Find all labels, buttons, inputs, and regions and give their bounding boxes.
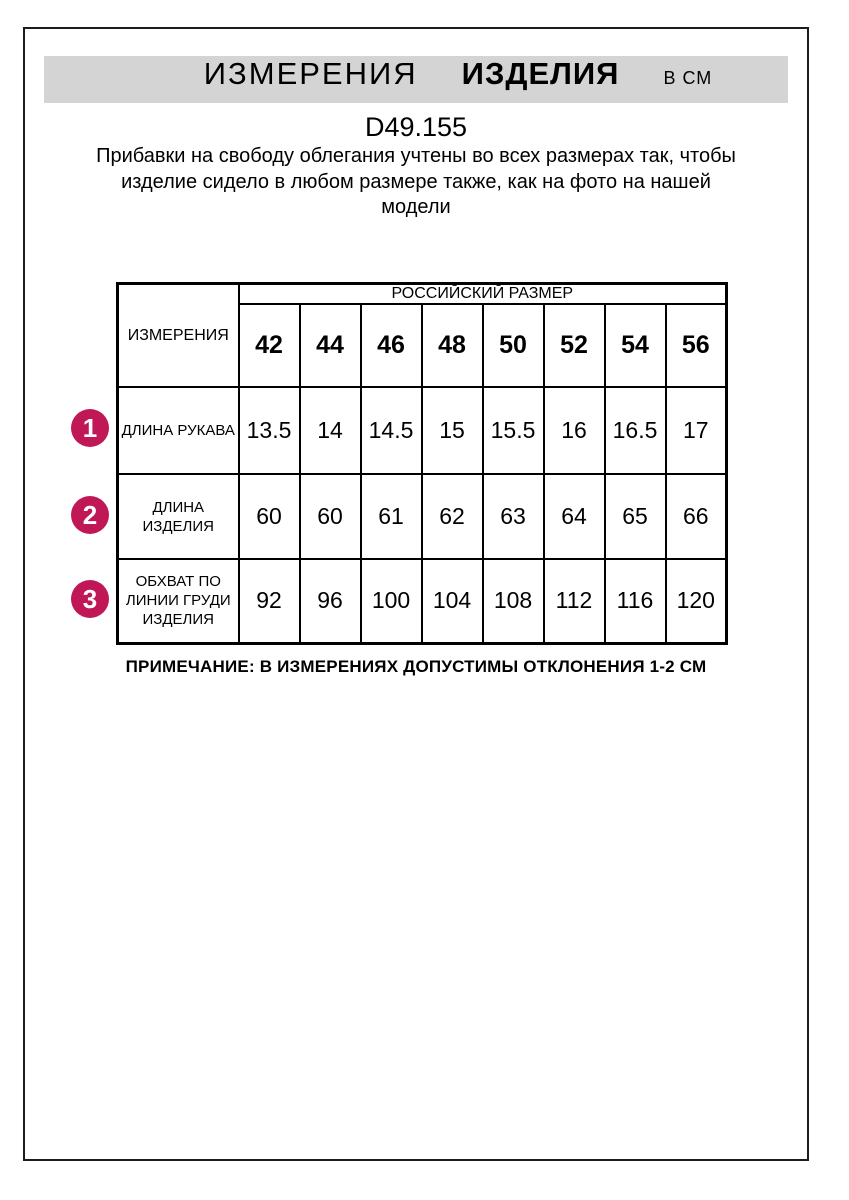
size-column-header: 54 (605, 304, 666, 387)
measurement-value: 14 (300, 387, 361, 474)
description-line: изделие сидело в любом размере также, как на фото на нашей (121, 170, 711, 193)
row-number-badge-1: 1 (71, 409, 109, 447)
measurement-value: 116 (605, 559, 666, 643)
row-label (118, 474, 239, 559)
title-bar (44, 56, 788, 103)
description-line: модели (381, 196, 451, 218)
table-row-sleeve-length (118, 387, 727, 474)
title-units: В СМ (663, 68, 713, 88)
title-measurements: ИЗМЕРЕНИЯ (203, 56, 418, 91)
size-column-header: 52 (544, 304, 605, 387)
title-product: ИЗДЕЛИЯ (461, 56, 620, 91)
row-label (118, 559, 239, 643)
measurement-value: 96 (300, 559, 361, 643)
measurement-value: 65 (605, 474, 666, 559)
size-column-header: 46 (361, 304, 422, 387)
row-label-line: ДЛИНА РУКАВА (121, 422, 235, 439)
table-row-chest-girth (118, 559, 727, 643)
product-code: D49.155 (364, 112, 468, 142)
size-column-header: 44 (300, 304, 361, 387)
measurement-value: 60 (239, 474, 300, 559)
measurement-value: 108 (483, 559, 544, 643)
russian-size-header: РОССИЙСКИЙ РАЗМЕР (239, 284, 727, 305)
measurement-value: 16.5 (605, 387, 666, 474)
row-label-line: ДЛИНА (152, 498, 205, 516)
row-label-line: ИЗДЕЛИЯ (142, 611, 214, 629)
size-column-header: 56 (666, 304, 727, 387)
product-description (23, 144, 809, 221)
description-line: Прибавки на свободу облегания учтены во всех размерах так, чтобы (96, 145, 736, 167)
measurement-value: 62 (422, 474, 483, 559)
size-column-header: 48 (422, 304, 483, 387)
size-column-header: 42 (239, 304, 300, 387)
measurement-value: 61 (361, 474, 422, 559)
measurement-value: 104 (422, 559, 483, 643)
measurement-value: 64 (544, 474, 605, 559)
measurement-value: 15.5 (483, 387, 544, 474)
measurement-value: 13.5 (239, 387, 300, 474)
table-corner-header: ИЗМЕРЕНИЯ (118, 284, 239, 388)
measurement-value: 63 (483, 474, 544, 559)
row-label (118, 387, 239, 474)
row-number-badge-2: 2 (71, 496, 109, 534)
measurement-value: 16 (544, 387, 605, 474)
table-row-item-length (118, 474, 727, 559)
measurement-value: 100 (361, 559, 422, 643)
size-column-header: 50 (483, 304, 544, 387)
row-number-badge-3: 3 (71, 580, 109, 618)
measurement-value: 14.5 (361, 387, 422, 474)
measurement-value: 60 (300, 474, 361, 559)
measurement-value: 66 (666, 474, 727, 559)
measurement-value: 112 (544, 559, 605, 643)
measurement-value: 17 (666, 387, 727, 474)
measurement-note: ПРИМЕЧАНИЕ: В ИЗМЕРЕНИЯХ ДОПУСТИМЫ ОТКЛОНЕНИЯ 1-2 СМ (125, 657, 707, 676)
row-label-line: ЛИНИИ ГРУДИ (125, 592, 231, 610)
row-label-line: ИЗДЕЛИЯ (142, 517, 214, 535)
measurement-value: 15 (422, 387, 483, 474)
size-table (116, 282, 728, 645)
row-label-line: ОБХВАТ ПО (135, 573, 221, 591)
measurement-value: 120 (666, 559, 727, 643)
measurement-value: 92 (239, 559, 300, 643)
